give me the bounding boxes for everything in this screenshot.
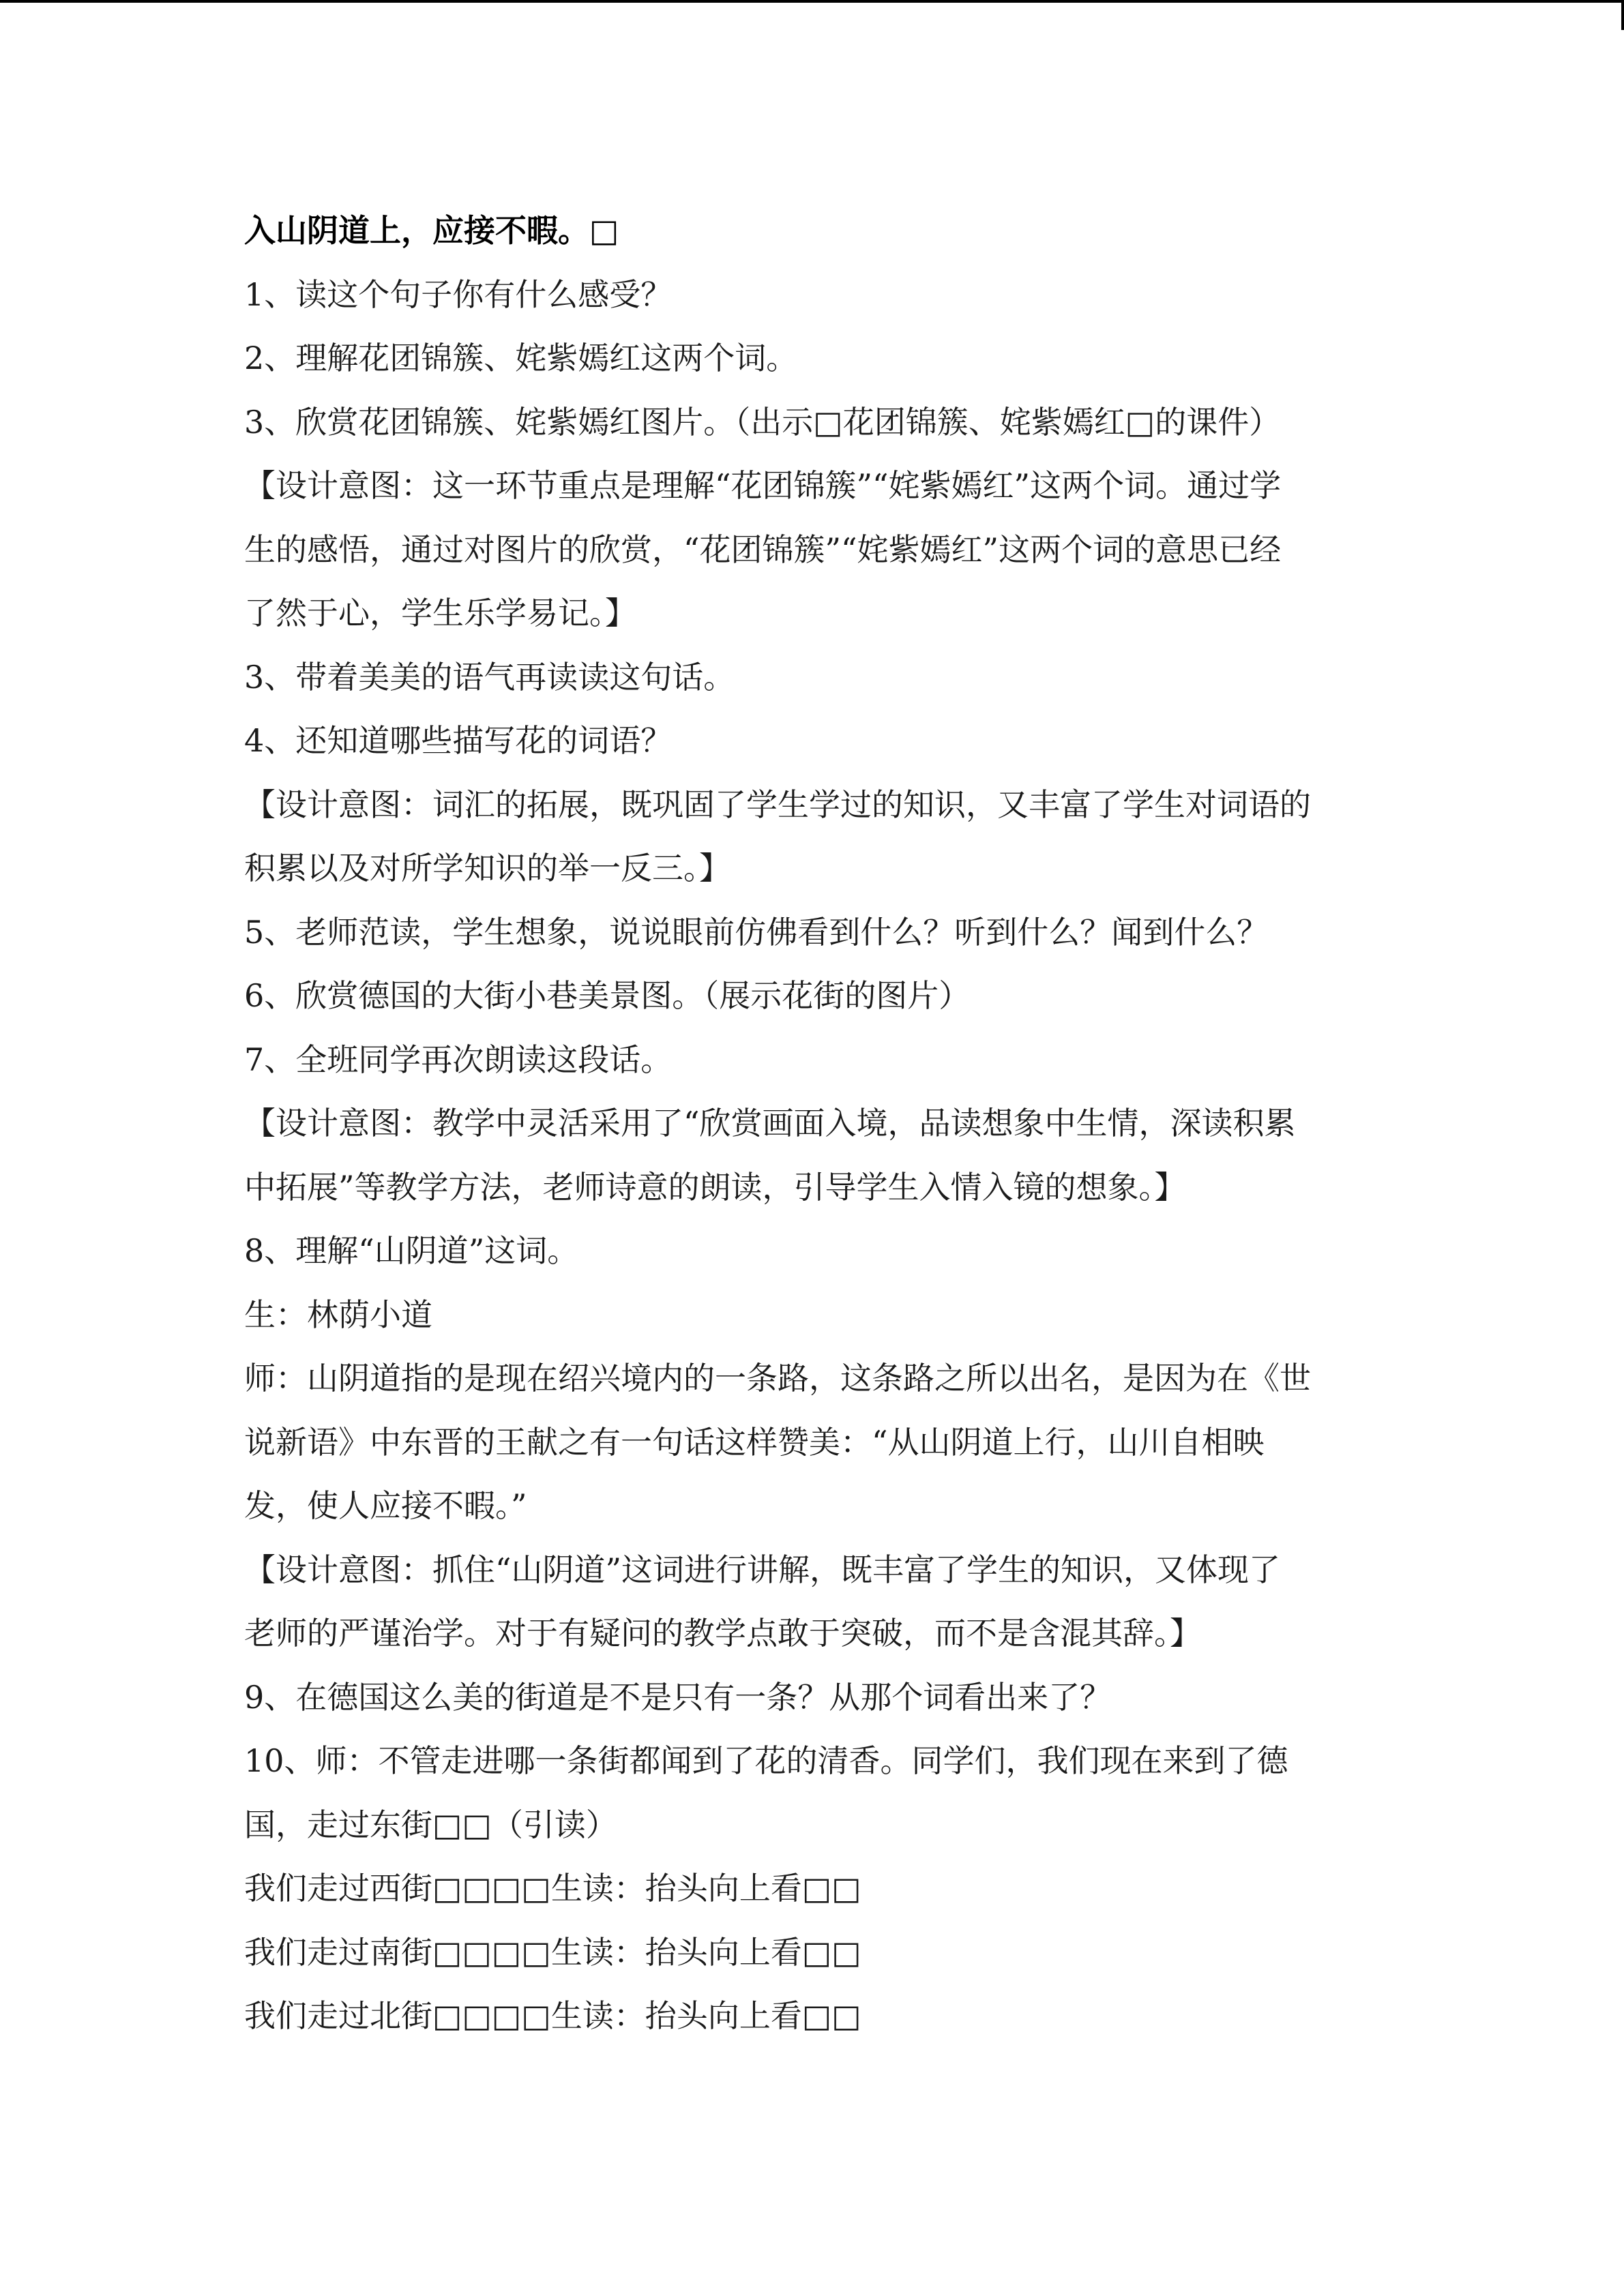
- text-line: 9、在德国这么美的街道是不是只有一条？从那个词看出来了？: [244, 1678, 1112, 1716]
- teacher-line: 10、师：不管走进哪一条街都闻到了花的清香。同学们，我们现在来到了德: [244, 1742, 1288, 1779]
- text-line: 7、全班同学再次朗读这段话。: [244, 1041, 673, 1078]
- text-line: 8、理解“山阴道”这词。: [244, 1232, 579, 1269]
- reading-line: 我们走过北街□□□□生读：抬头向上看□□: [244, 1997, 861, 2034]
- text-line: 4、还知道哪些描写花的词语？: [244, 722, 673, 759]
- text-line: 5、老师范读，学生想象，说说眼前仿佛看到什么？听到什么？闻到什么？: [244, 913, 1269, 951]
- design-intent-line: 了然于心，学生乐学易记。】: [244, 595, 636, 631]
- design-intent-line: 【设计意图：教学中灵活采用了“欣赏画面入境，品读想象中生情，深读积累: [244, 1105, 1296, 1142]
- design-intent-line: 生的感悟，通过对图片的欣赏，“花团锦簇”“姹紫嫣红”这两个词的意思已经: [244, 531, 1282, 568]
- design-intent-line: 老师的严谨治学。对于有疑问的教学点敢于突破，而不是含混其辞。】: [244, 1615, 1201, 1652]
- reading-line: 我们走过南街□□□□生读：抬头向上看□□: [244, 1933, 861, 1971]
- corner-border-rule: [1621, 0, 1624, 30]
- student-answer-line: 生：林荫小道: [244, 1296, 432, 1333]
- text-line: 1、读这个句子你有什么感受？: [244, 275, 673, 313]
- top-border-rule: [0, 0, 1624, 3]
- teacher-line: 师：山阴道指的是现在绍兴境内的一条路，这条路之所以出名，是因为在《世: [244, 1360, 1311, 1397]
- teacher-line: 国，走过东街□□（引读）: [244, 1806, 617, 1843]
- text-line: 3、带着美美的语气再读读这句话。: [244, 658, 735, 696]
- reading-line: 我们走过西街□□□□生读：抬头向上看□□: [244, 1870, 861, 1907]
- text-line: 3、欣赏花团锦簇、姹紫嫣红图片。（出示□花团锦簇、姹紫嫣红□的课件）: [244, 403, 1281, 441]
- text-line: 2、理解花团锦簇、姹紫嫣红这两个词。: [244, 340, 798, 376]
- design-intent-line: 中拓展”等教学方法，老师诗意的朗读，引导学生入情入镜的想象。】: [244, 1168, 1186, 1206]
- text-line: 6、欣赏德国的大街小巷美景图。（展示花街的图片）: [244, 977, 971, 1014]
- teacher-line: 发，使人应接不暇。”: [244, 1487, 527, 1524]
- document-body: [244, 199, 1385, 2048]
- design-intent-line: 积累以及对所学知识的举一反三。】: [244, 850, 730, 886]
- teacher-line: 说新语》中东晋的王献之有一句话这样赞美：“从山阴道上行，山川自相映: [244, 1423, 1265, 1461]
- design-intent-line: 【设计意图：这一环节重点是理解“花团锦簇”“姹紫嫣红”这两个词。通过学: [244, 467, 1282, 504]
- design-intent-line: 【设计意图：抓住“山阴道”这词进行讲解，既丰富了学生的知识，又体现了: [244, 1551, 1281, 1588]
- quote-heading: 入山阴道上，应接不暇。□: [244, 212, 619, 249]
- design-intent-line: 【设计意图：词汇的拓展，既巩固了学生学过的知识，又丰富了学生对词语的: [244, 786, 1311, 823]
